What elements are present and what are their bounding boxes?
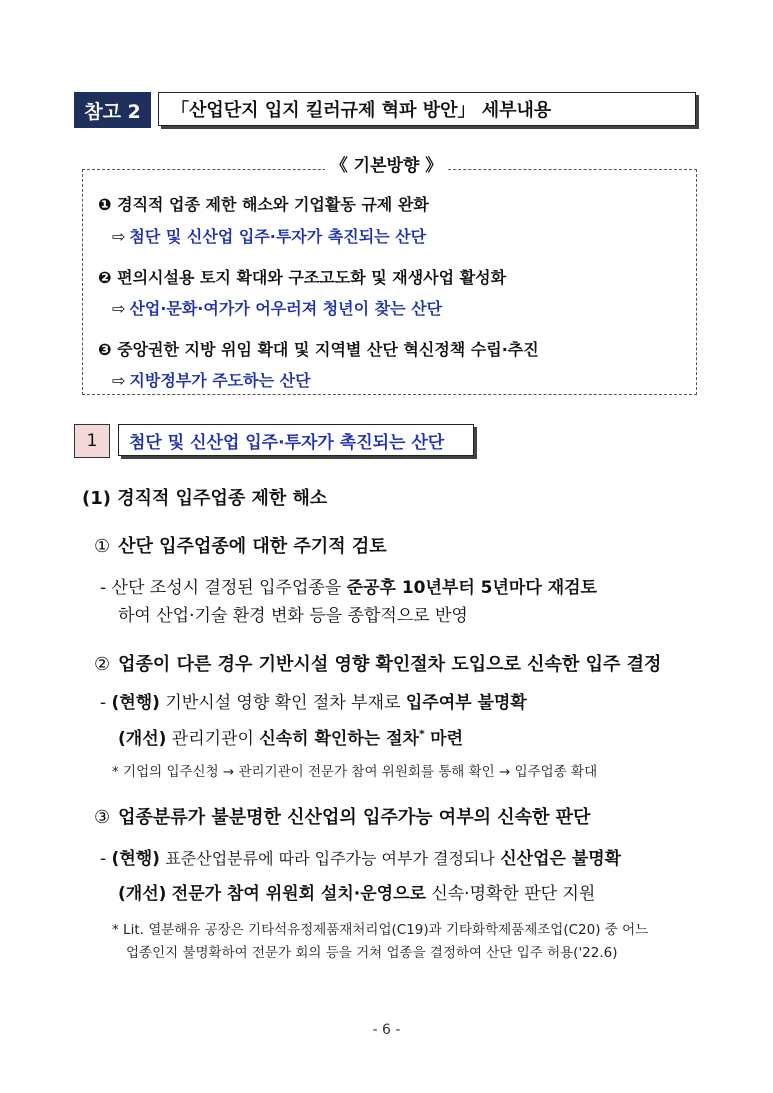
reference-badge: 참고 2 [74,92,151,128]
page-number: - 6 - [372,1022,401,1038]
direction-2-title: ❷ 편의시설용 토지 확대와 구조고도화 및 재생사업 활성화 [98,268,507,287]
section-number: 1 [74,424,110,458]
item-1-line-2: 하여 산업·기술 환경 변화 등을 종합적으로 반영 [118,606,468,626]
section-title: 첨단 및 신산업 입주·투자가 촉진되는 산단 [118,424,474,456]
basic-direction-heading: 《 기본방향 》 [0,151,773,176]
item-1-line-1: - 산단 조성시 결정된 입주업종을 준공후 10년부터 5년마다 재검토 [100,578,597,598]
direction-2-sub: ⇨ 산업·문화·여가가 어우러져 청년이 찾는 산단 [112,299,443,318]
item-3-current: - (현행) 표준산업분류에 따라 입주가능 여부가 결정되나 신산업은 불명확 [100,849,622,869]
item-1-title: ① 산단 입주업종에 대한 주기적 검토 [94,536,387,557]
item-3-improve: (개선) 전문가 참여 위원회 설치·운영으로 신속·명확한 판단 지원 [118,884,596,904]
item-2-current: - (현행) 기반시설 영향 확인 절차 부재로 입주여부 불명확 [100,693,527,713]
direction-3-title: ❸ 중앙권한 지방 위임 확대 및 지역별 산단 혁신정책 수립·추진 [98,340,539,359]
item-2-note: * 기업의 입주신청 → 관리기관이 전문가 참여 위원회를 통해 확인 → 입주업종 확대 [112,764,598,780]
direction-1-sub: ⇨ 첨단 및 신산업 입주·투자가 촉진되는 산단 [112,227,427,246]
item-3-note-line-2: 업종인지 불명확하여 전문가 회의 등을 거쳐 업종을 결정하여 산단 입주 허용('22.6) [126,945,618,961]
direction-1-title: ❶ 경직적 업종 제한 해소와 기업활동 규제 완화 [98,195,429,214]
sub-heading: (1) 경직적 입주업종 제한 해소 [82,488,328,509]
item-3-note-line-1: * Lit. 열분해유 공장은 기타석유정제품재처리업(C19)과 기타화학제품제조업(C20) 중 어느 [112,922,649,938]
item-2-improve: (개선) 관리기관이 신속히 확인하는 절차* 마련 [118,727,463,749]
item-3-title: ③ 업종분류가 불분명한 신산업의 입주가능 여부의 신속한 판단 [94,807,591,828]
direction-3-sub: ⇨ 지방정부가 주도하는 산단 [112,371,311,390]
document-title: 「산업단지 입지 킬러규제 혁파 방안」 세부내용 [158,92,696,126]
item-2-title: ② 업종이 다른 경우 기반시설 영향 확인절차 도입으로 신속한 입주 결정 [94,654,662,675]
